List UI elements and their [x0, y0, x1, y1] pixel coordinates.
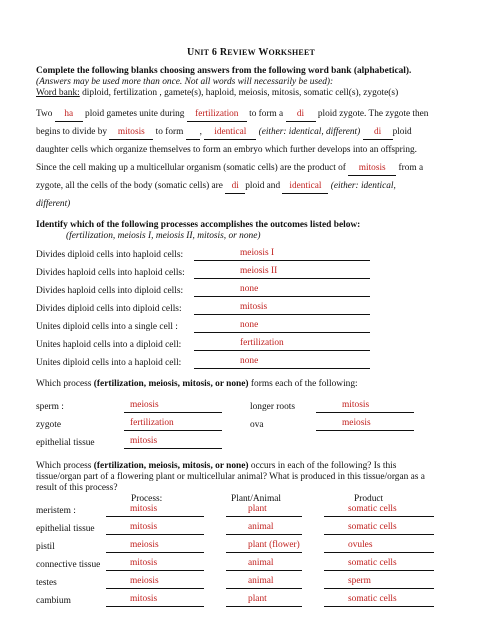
forms-row: longer roots [250, 402, 296, 412]
tissue-row-label: cambium [36, 596, 71, 606]
forms-answer[interactable]: meiosis [124, 401, 222, 413]
blank-form-number[interactable] [186, 127, 200, 140]
outcome-answer[interactable]: meiosis I [194, 249, 370, 261]
outcome-row: Divides haploid cells into haploid cells: [36, 268, 185, 278]
tissue-kind-answer[interactable]: animal [226, 523, 302, 535]
blank-daughter-ploidy[interactable]: di [363, 127, 393, 140]
section4-question-line2: tissue/organ part of a flowering plant or multicellular animal? What is produced in this tissue/organ as a [36, 472, 425, 482]
tissue-process-answer[interactable]: mitosis [106, 559, 204, 571]
paragraph-line-6: different) [36, 199, 71, 209]
paragraph-line-5: zygote, all the cells of the body (somatic cells) are di ploid and identical (either: identical, [36, 181, 396, 194]
column-header-plant-animal: Plant/Animal [231, 494, 281, 504]
forms-answer[interactable]: mitosis [316, 401, 414, 413]
instructions: Complete the following blanks choosing answers from the following word bank (alphabetical). [36, 66, 412, 76]
blank-unite-during[interactable]: fertilization [187, 109, 247, 122]
blank-somatic-ploidy[interactable]: di [225, 181, 245, 194]
tissue-kind-answer[interactable]: plant [226, 595, 302, 607]
section2-options: (fertilization, meiosis I, meiosis II, mitosis, or none) [66, 231, 261, 241]
outcome-row: Divides diploid cells into haploid cells: [36, 250, 184, 260]
tissue-product-answer[interactable]: somatic cells [324, 505, 434, 517]
outcome-answer[interactable]: meiosis II [194, 267, 370, 279]
paragraph-line-3: daughter cells which organize themselves to form an embryo which further develops into an offspring. [36, 145, 417, 155]
paragraph-line-2: begins to divide by mitosis to form , identical (either: identical, different) di ploid [36, 127, 412, 140]
forms-answer[interactable]: fertilization [124, 419, 222, 431]
outcome-answer[interactable]: none [194, 285, 370, 297]
tissue-row-label: connective tissue [36, 560, 101, 570]
outcome-answer[interactable]: fertilization [194, 339, 370, 351]
section3-question: Which process (fertilization, meiosis, mitosis, or none) forms each of the following: [36, 379, 358, 389]
blank-divide-by[interactable]: mitosis [109, 127, 153, 140]
column-header-process: Process: [131, 494, 163, 504]
tissue-process-answer[interactable]: meiosis [106, 577, 204, 589]
blank-ploid-gametes[interactable]: ha [55, 109, 83, 122]
outcome-row: Unites diploid cells into a haploid cell: [36, 358, 182, 368]
word-bank-label: Word bank: [36, 88, 80, 98]
tissue-row-label: meristem : [36, 506, 76, 516]
forms-answer[interactable]: mitosis [124, 437, 222, 449]
tissue-kind-answer[interactable]: animal [226, 577, 302, 589]
tissue-row-label: epithelial tissue [36, 524, 95, 534]
tissue-process-answer[interactable]: mitosis [106, 505, 204, 517]
outcome-answer[interactable]: none [194, 357, 370, 369]
forms-row: zygote [36, 420, 61, 430]
outcome-answer[interactable]: none [194, 321, 370, 333]
tissue-process-answer[interactable]: mitosis [106, 523, 204, 535]
tissue-product-answer[interactable]: somatic cells [324, 559, 434, 571]
tissue-kind-answer[interactable]: plant [226, 505, 302, 517]
worksheet-title: UNIT 6 REVIEW WORKSHEET [186, 47, 316, 58]
tissue-kind-answer[interactable]: plant (flower) [226, 541, 302, 553]
instructions-note: (Answers may be used more than once. Not all words will necessarily be used): [36, 77, 334, 87]
word-bank [36, 88, 398, 100]
paragraph-line-4: Since the cell making up a multicellular organism (somatic cells) are the product of mitosis from a [36, 163, 423, 176]
word-bank-words: diploid, fertilization , gamete(s), haploid, meiosis, mitosis, somatic cell(s), zygote(s) [79, 88, 399, 98]
column-header-product: Product [354, 494, 384, 504]
forms-row: ova [250, 420, 264, 430]
tissue-process-answer[interactable]: meiosis [106, 541, 204, 553]
tissue-row-label: pistil [36, 542, 55, 552]
tissue-product-answer[interactable]: somatic cells [324, 523, 434, 535]
blank-zygote-ploidy[interactable]: di [286, 109, 316, 122]
outcome-answer[interactable]: mitosis [194, 303, 370, 315]
blank-somatic-identical[interactable]: identical [282, 181, 328, 194]
forms-answer[interactable]: meiosis [316, 419, 414, 431]
tissue-product-answer[interactable]: somatic cells [324, 595, 434, 607]
tissue-row-label: testes [36, 578, 57, 588]
outcome-row: Divides diploid cells into diploid cells: [36, 304, 182, 314]
blank-identical-different[interactable]: identical [204, 127, 256, 140]
section4-question: Which process (fertilization, meiosis, mitosis, or none) occurs in each of the following? Is this [36, 461, 397, 471]
section4-question-line3: result of this process? [36, 483, 118, 493]
tissue-product-answer[interactable]: sperm [324, 577, 434, 589]
outcome-row: Divides haploid cells into diploid cells: [36, 286, 184, 296]
section2-heading: Identify which of the following processes accomplishes the outcomes listed below: [36, 220, 361, 230]
tissue-kind-answer[interactable]: animal [226, 559, 302, 571]
forms-row: sperm : [36, 402, 64, 412]
blank-somatic-product[interactable]: mitosis [348, 163, 396, 176]
forms-row: epithelial tissue [36, 438, 95, 448]
paragraph-line-1: Two ha ploid gametes unite during fertilization to form a di ploid zygote. The zygote then [36, 109, 428, 122]
tissue-product-answer[interactable]: ovules [324, 541, 434, 553]
outcome-row: Unites diploid cells into a single cell : [36, 322, 178, 332]
outcome-row: Unites haploid cells into a diploid cell: [36, 340, 182, 350]
tissue-process-answer[interactable]: mitosis [106, 595, 204, 607]
